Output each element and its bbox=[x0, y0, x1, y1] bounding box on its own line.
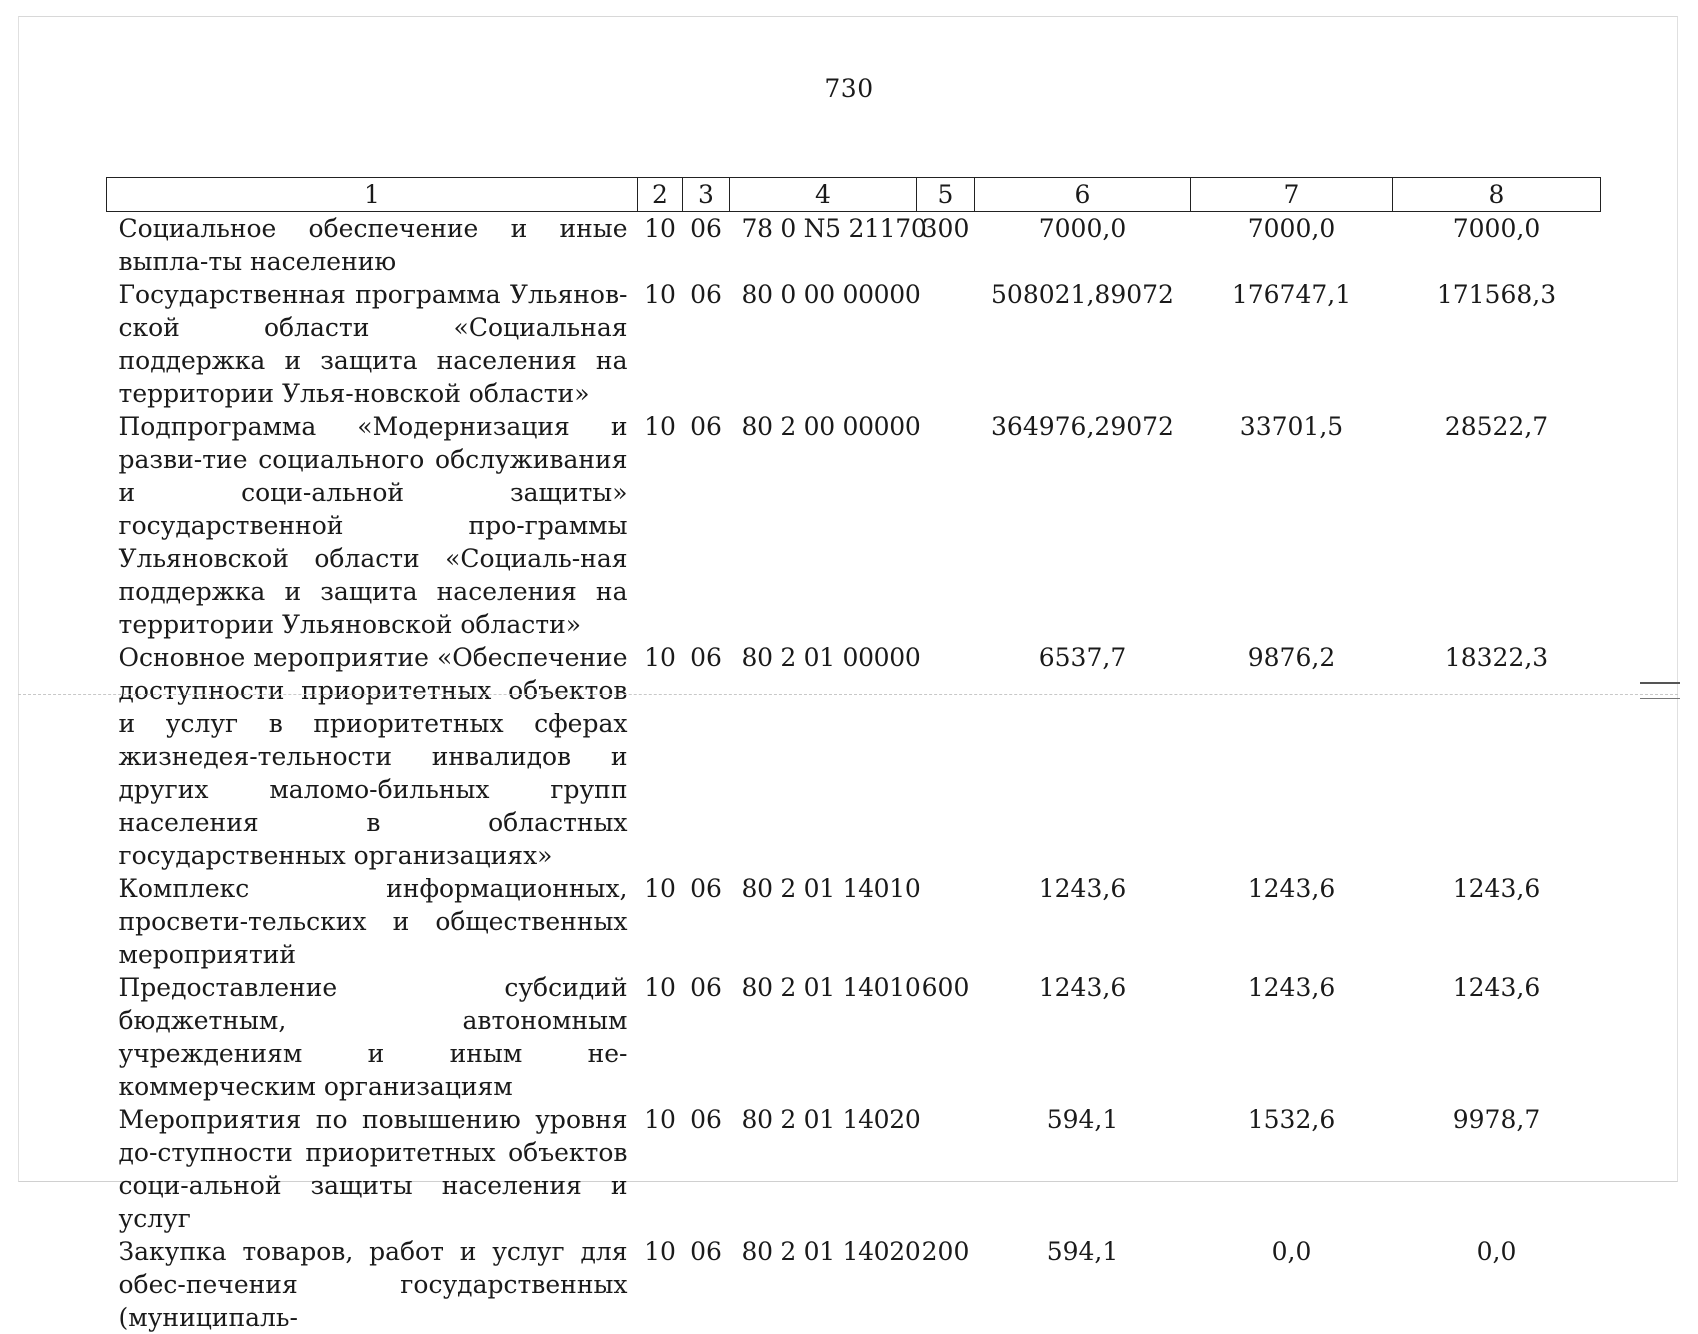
row-year-1: 594,1 bbox=[1046, 1237, 1119, 1266]
row-subsection: 06 bbox=[690, 973, 722, 1002]
row-expense-type: 200 bbox=[921, 1237, 970, 1266]
row-section: 10 bbox=[644, 412, 676, 441]
row-section: 10 bbox=[644, 874, 676, 903]
row-name: Мероприятия по повышению уровня до-ступности приоритетных объектов соци-альной защиты населения и услуг bbox=[118, 1105, 628, 1233]
row-year-2: 9876,2 bbox=[1247, 643, 1336, 672]
row-name: Предоставление субсидий бюджетным, автономным учреждениям и иным не-коммерческим организациям bbox=[118, 973, 628, 1101]
table-row bbox=[107, 410, 1601, 641]
column-header-subsection: 3 bbox=[683, 178, 730, 212]
row-name: Комплекс информационных, просвети-тельских и общественных мероприятий bbox=[118, 874, 628, 969]
row-year-1: 594,1 bbox=[1046, 1105, 1119, 1134]
row-section: 10 bbox=[644, 280, 676, 309]
row-year-2: 33701,5 bbox=[1239, 412, 1344, 441]
row-year-2: 176747,1 bbox=[1231, 280, 1352, 309]
page-number: 730 bbox=[824, 74, 874, 103]
row-name: Социальное обеспечение и иные выпла-ты населению bbox=[118, 214, 628, 276]
row-subsection: 06 bbox=[690, 643, 722, 672]
column-header-year-2: 7 bbox=[1191, 178, 1393, 212]
column-header-name: 1 bbox=[107, 178, 638, 212]
row-name: Подпрограмма «Модернизация и разви-тие социального обслуживания и соци-альной защиты» государственной про-граммы Ульяновской области «Социаль-ная поддержка и защита населения на территории Ульяновской области» bbox=[118, 412, 628, 639]
row-section: 10 bbox=[644, 214, 676, 243]
row-target-code: 80 2 01 14020 bbox=[741, 1237, 921, 1266]
row-subsection: 06 bbox=[690, 874, 722, 903]
row-year-2: 1243,6 bbox=[1247, 973, 1336, 1002]
table-row bbox=[107, 1103, 1601, 1235]
table-row bbox=[107, 641, 1601, 872]
row-year-1: 6537,7 bbox=[1038, 643, 1127, 672]
table-row bbox=[107, 971, 1601, 1103]
row-expense-type bbox=[917, 872, 975, 971]
row-target-code: 78 0 N5 21170 bbox=[741, 214, 927, 243]
row-year-1: 7000,0 bbox=[1038, 214, 1127, 243]
row-expense-type: 300 bbox=[921, 214, 970, 243]
row-year-1: 364976,29072 bbox=[991, 412, 1174, 441]
budget-table bbox=[106, 177, 1601, 1334]
column-header-year-3: 8 bbox=[1393, 178, 1601, 212]
table-row bbox=[107, 1235, 1601, 1334]
row-name: Основное мероприятие «Обеспечение доступности приоритетных объектов и услуг в приоритетных сферах жизнедея-тельности инвалидов и других маломо-бильных групп населения в областных государственных организациях» bbox=[118, 643, 628, 870]
row-expense-type bbox=[917, 410, 975, 641]
row-year-1: 1243,6 bbox=[1038, 973, 1127, 1002]
row-section: 10 bbox=[644, 973, 676, 1002]
row-year-1: 508021,89072 bbox=[991, 280, 1174, 309]
row-subsection: 06 bbox=[690, 1237, 722, 1266]
row-section: 10 bbox=[644, 1237, 676, 1266]
row-subsection: 06 bbox=[690, 214, 722, 243]
row-year-3: 28522,7 bbox=[1444, 412, 1549, 441]
row-section: 10 bbox=[644, 643, 676, 672]
row-section: 10 bbox=[644, 1105, 676, 1134]
row-year-3: 7000,0 bbox=[1452, 214, 1541, 243]
row-expense-type bbox=[917, 641, 975, 872]
row-year-2: 1532,6 bbox=[1247, 1105, 1336, 1134]
row-subsection: 06 bbox=[690, 280, 722, 309]
table-row bbox=[107, 278, 1601, 410]
scan-fold-mark bbox=[1640, 682, 1680, 699]
row-target-code: 80 2 01 00000 bbox=[741, 643, 921, 672]
row-name: Закупка товаров, работ и услуг для обес-печения государственных (муниципаль- bbox=[118, 1237, 628, 1332]
row-year-2: 0,0 bbox=[1271, 1237, 1312, 1266]
row-expense-type bbox=[917, 278, 975, 410]
column-header-target-code: 4 bbox=[730, 178, 917, 212]
row-expense-type: 600 bbox=[921, 973, 970, 1002]
row-year-2: 7000,0 bbox=[1247, 214, 1336, 243]
scan-fold-line bbox=[18, 694, 1678, 695]
row-year-3: 9978,7 bbox=[1452, 1105, 1541, 1134]
row-target-code: 80 2 01 14010 bbox=[741, 874, 921, 903]
row-target-code: 80 2 01 14010 bbox=[741, 973, 921, 1002]
column-header-year-1: 6 bbox=[975, 178, 1191, 212]
row-target-code: 80 2 01 14020 bbox=[741, 1105, 921, 1134]
row-year-3: 171568,3 bbox=[1436, 280, 1557, 309]
table-row bbox=[107, 872, 1601, 971]
row-year-3: 1243,6 bbox=[1452, 973, 1541, 1002]
row-year-3: 0,0 bbox=[1476, 1237, 1517, 1266]
row-target-code: 80 0 00 00000 bbox=[741, 280, 921, 309]
header-row bbox=[107, 178, 1601, 212]
column-header-expense-type: 5 bbox=[917, 178, 975, 212]
row-target-code: 80 2 00 00000 bbox=[741, 412, 921, 441]
row-year-3: 18322,3 bbox=[1444, 643, 1549, 672]
column-header-section: 2 bbox=[638, 178, 683, 212]
row-subsection: 06 bbox=[690, 412, 722, 441]
row-year-1: 1243,6 bbox=[1038, 874, 1127, 903]
row-subsection: 06 bbox=[690, 1105, 722, 1134]
row-expense-type bbox=[917, 1103, 975, 1235]
row-name: Государственная программа Ульянов-ской области «Социальная поддержка и защита населения на территории Улья-новской области» bbox=[118, 280, 628, 408]
row-year-3: 1243,6 bbox=[1452, 874, 1541, 903]
table-row bbox=[107, 212, 1601, 279]
row-year-2: 1243,6 bbox=[1247, 874, 1336, 903]
